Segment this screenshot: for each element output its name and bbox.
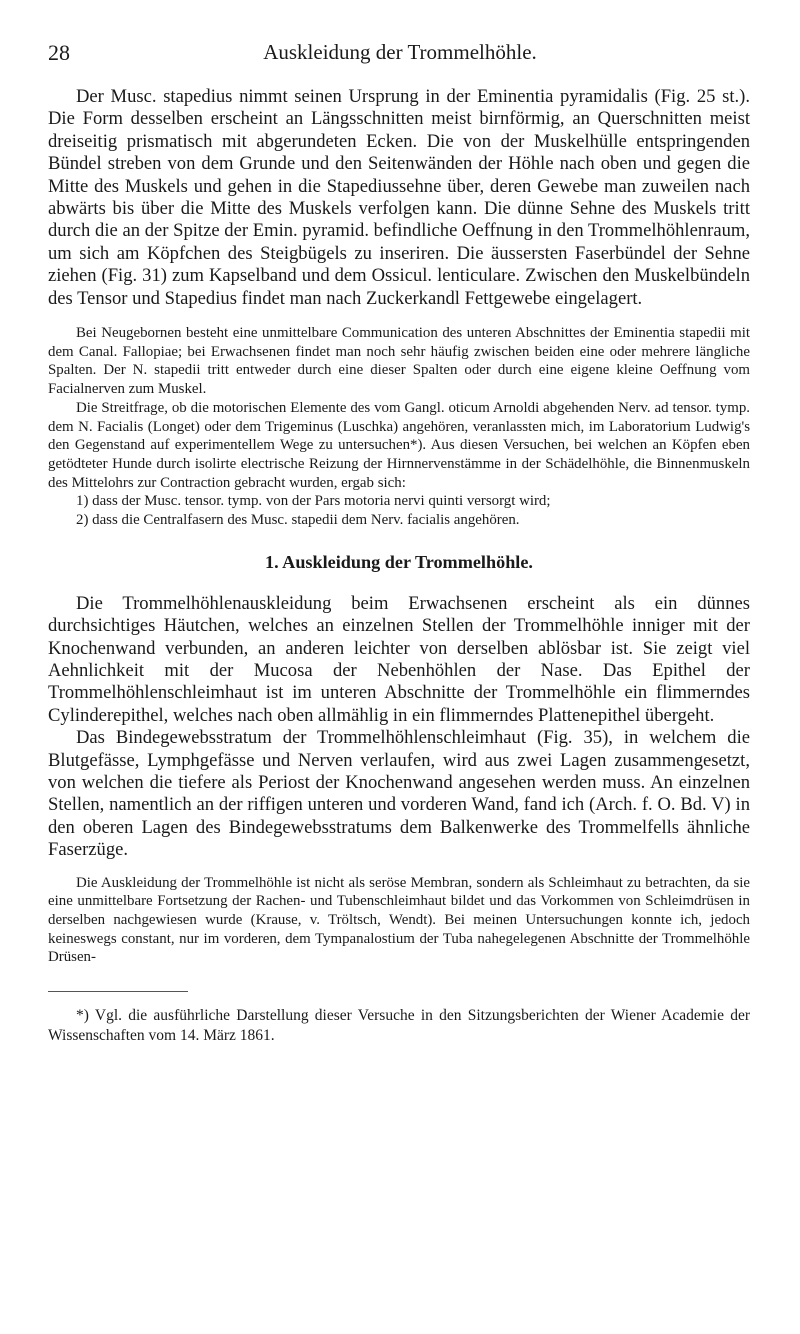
paragraph-stapedius: Der Musc. stapedius nimmt seinen Ursprung in der Eminentia pyramidalis (Fig. 25 st.). Die Form desselben erscheint an Längsschnitten meist birnförmig, an Querschnitten meist dreiseitig prismatisch mit abgerundeten Ecken. Die von der Muskelhülle entspringenden Bündel streben von dem Grunde und den Seitenwänden der Höhle nach oben und gegen die Mitte des Muskels und gehen in die Stapediussehne über, deren Gewebe man zuweilen nach abwärts bis über die Mitte des Muskels verfolgen kann. Die dünne Sehne des Muskels tritt durch die an der Spitze der Emin. pyramid. befindliche Oeffnung in den Trommelhöhlenraum, um sich am Köpfchen des Steigbügels zu inseriren. Die äussersten Faserbündel der Sehne ziehen (Fig. 31) zum Kapselband und dem Ossicul. lenticulare. Zwischen den Muskelbündeln des Tensor und Stapedius findet man nach Zuckerkandl Fettgewebe eingelagert. [48,86,750,309]
footnote-divider [48,991,188,992]
paragraph-result-1: 1) dass der Musc. tensor. tymp. von der Pars motoria nervi quinti versorgt wird; [76,493,551,510]
footnote: *) Vgl. die ausführliche Darstellung dieser Versuche in den Sitzungsberichten der Wiener Academie der Wissenschaften vom 14. März 1861. [48,1007,750,1044]
page-body [48,86,750,1045]
paragraph-lining: Die Trommelhöhlenauskleidung beim Erwachsenen erscheint als ein dünnes durchsichtiges Häutchen, welches an einzelnen Stellen der Trommelhöhle inniger mit der Knochenwand verbunden, an anderen leichter von derselben ablösbar ist. Sie zeigt viel Aehnlichkeit mit der Mucosa der Nebenhöhlen der Nase. Das Epithel der Trommelhöhlenschleimhaut ist im unteren Abschnitte der Trommelhöhle ein flimmerndes Cylinderepithel, welches nach oben allmählig in ein flimmerndes Plattenepithel übergeht. [48,592,750,726]
page-header [0,40,800,70]
paragraph-mucosa: Die Auskleidung der Trommelhöhle ist nicht als seröse Membran, sondern als Schleimhaut zu betrachten, da sie eine unmittelbare Fortsetzung der Rachen- und Tubenschleimhaut bildet und das Vorkommen von Schleimdrüsen in derselben nachgewiesen wurde (Krause, v. Tröltsch, Wendt). Bei meinen Untersuchungen konnte ich, jedoch keineswegs constant, nur im vorderen, dem Tympanalostium der Tuba nahegelegenen Abschnitte der Trommelhöhle Drüsen- [48,874,750,966]
section-heading: 1. Auskleidung der Trommelhöhle. [265,551,533,572]
paragraph-experiment: Die Streitfrage, ob die motorischen Elemente des vom Gangl. oticum Arnoldi abgehenden Nerv. ad tensor. tymp. dem N. Facialis (Longet) oder dem Trigeminus (Luschka) angehören, veranlassten mich, im Laboratorium Ludwig's den Gegenstand auf experimentellem Wege zu untersuchen*). Aus diesen Versuchen, bei welchen an Köpfen eben getödteter Hunde durch isolirte electrische Reizung der Hirnnervenstämme in der Schädelhöhle, die Binnenmuskeln des Mittelohrs zur Contraction gebracht wurden, ergab sich: [48,399,750,491]
running-head: Auskleidung der Trommelhöhle. [263,40,537,64]
paragraph-result-2: 2) dass die Centralfasern des Musc. stapedii dem Nerv. facialis angehören. [76,512,520,529]
paragraph-connective-tissue: Das Bindegewebsstratum der Trommelhöhlenschleimhaut (Fig. 35), in welchem die Blutgefässe, Lymphgefässe und Nerven verlaufen, wird aus zwei Lagen zusammengesetzt, von welchen die tiefere als Periost der Knochenwand angesehen werden muss. An einzelnen Stellen, namentlich an der riffigen unteren und vorderen Wand, fand ich (Arch. f. O. Bd. V) in den oberen Lagen des Bindegewebsstratums dem Balkenwerke des Trommelfells ähnliche Faserzüge. [48,727,750,861]
paragraph-newborn: Bei Neugebornen besteht eine unmittelbare Communication des unteren Abschnittes der Eminentia stapedii mit dem Canal. Fallopiae; bei Erwachsenen findet man noch sehr häufig zwischen beiden eine oder mehrere längliche Spalten. Der N. stapedii tritt entweder durch eine dieser Spalten oder durch eine eigene kleine Oeffnung vom Facialnerven zum Muskel. [48,325,750,398]
page-number: 28 [48,40,70,65]
